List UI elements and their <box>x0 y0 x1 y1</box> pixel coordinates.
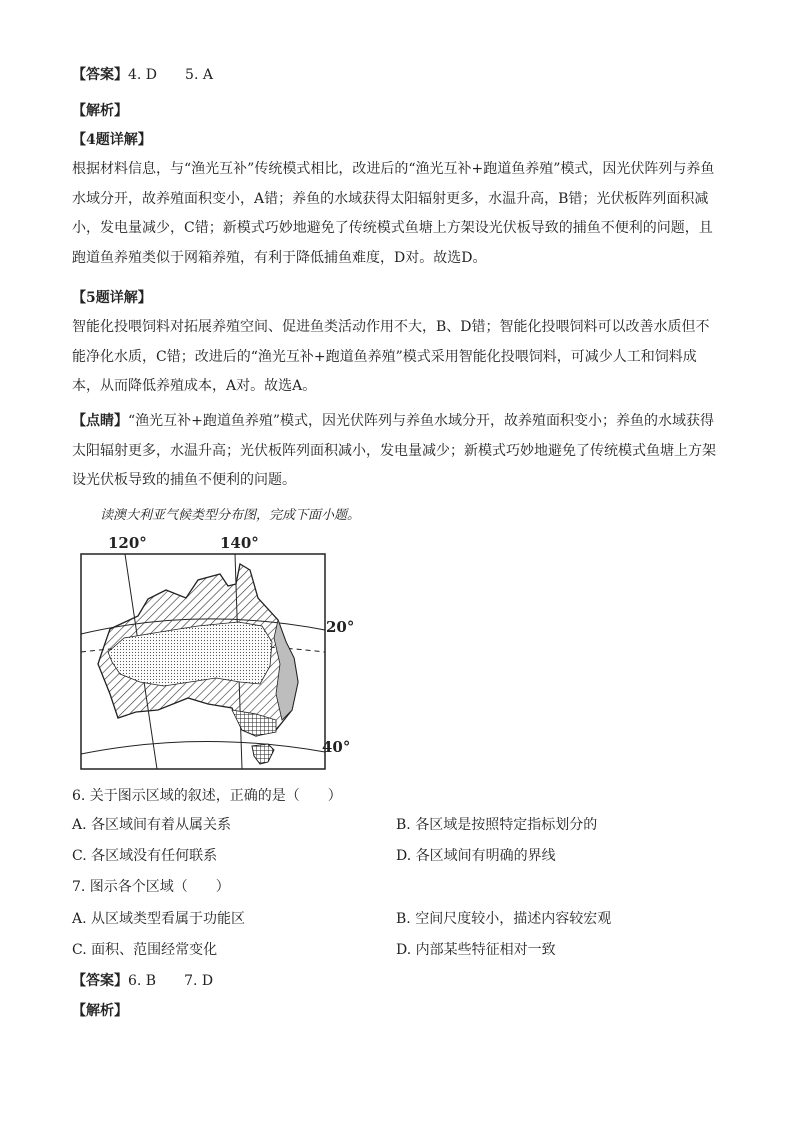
lon-label-120: 120° <box>108 534 147 552</box>
analysis-tag-2: 【解析】 <box>72 1003 128 1019</box>
q7-stem: 7. 图示各个区域（ ） <box>72 879 230 895</box>
q5-body: 智能化投喂饲料对拓展养殖空间、促进鱼类活动作用不大，B、D错；智能化投喂饲料可以改善水质但不能净化水质，C错；改进后的“渔光互补+跑道鱼养殖”模式采用智能化投喂饲料，可减少人工和饲料成本，从而降低养殖成本，A对。故选A。 <box>72 319 710 394</box>
q4-body: 根据材料信息，与“渔光互补”传统模式相比，改进后的“渔光互补+跑道鱼养殖”模式，因光伏阵列与养鱼水域分开，故养殖面积变小，A错；养鱼的水域获得太阳辐射更多，水温升高，B错；光伏板阵列面积减小，发电量减少，C错；新模式巧妙地避免了传统模式鱼塘上方架设光伏板导致的捕鱼不便利的问题，且跑道鱼养殖类似于网箱养殖，有利于降低捕鱼难度，D对。故选D。 <box>72 161 715 266</box>
q5-header: 【5题详解】 <box>72 290 152 306</box>
q6-option-c: C. 各区域没有任何联系 <box>72 848 218 864</box>
q6-option-d: D. 各区域间有明确的界线 <box>396 848 556 864</box>
analysis-tag: 【解析】 <box>72 103 128 119</box>
q7-option-d: D. 内部某些特征相对一致 <box>396 942 556 958</box>
answer-line-1 <box>72 65 213 85</box>
q6-stem: 6. 关于图示区域的叙述，正确的是（ ） <box>72 788 342 804</box>
answer-tag: 【答案】 <box>72 67 128 83</box>
q4-header: 【4题详解】 <box>72 132 152 148</box>
q6-option-b: B. 各区域是按照特定指标划分的 <box>396 817 598 833</box>
australia-climate-map <box>80 534 360 774</box>
answer-text: 4. D 5. A <box>128 67 213 83</box>
note-tag: 【点睛】 <box>72 413 128 429</box>
answer-text-2: 6. B 7. D <box>128 973 214 989</box>
figure-intro: 读澳大利亚气候类型分布图，完成下面小题。 <box>100 508 361 523</box>
lat-label-40: 40° <box>322 738 351 756</box>
q7-option-c: C. 面积、范围经常变化 <box>72 942 218 958</box>
lat-label-20: 20° <box>326 618 355 636</box>
q7-option-b: B. 空间尺度较小，描述内容较宏观 <box>396 911 612 927</box>
note-block <box>72 407 722 496</box>
answer-tag-2: 【答案】 <box>72 973 128 989</box>
q7-option-a: A. 从区域类型看属于功能区 <box>72 911 246 927</box>
note-body: “渔光互补+跑道鱼养殖”模式，因光伏阵列与养鱼水域分开，故养殖面积变小；养鱼的水域获得太阳辐射更多，水温升高；光伏板阵列面积减小，发电量减少；新模式巧妙地避免了传统模式鱼塘上方架设光伏板导致的捕鱼不便利的问题。 <box>72 413 716 488</box>
answer-line-2 <box>72 971 213 991</box>
q6-option-a: A. 各区域间有着从属关系 <box>72 817 232 833</box>
lon-label-140: 140° <box>220 534 259 552</box>
